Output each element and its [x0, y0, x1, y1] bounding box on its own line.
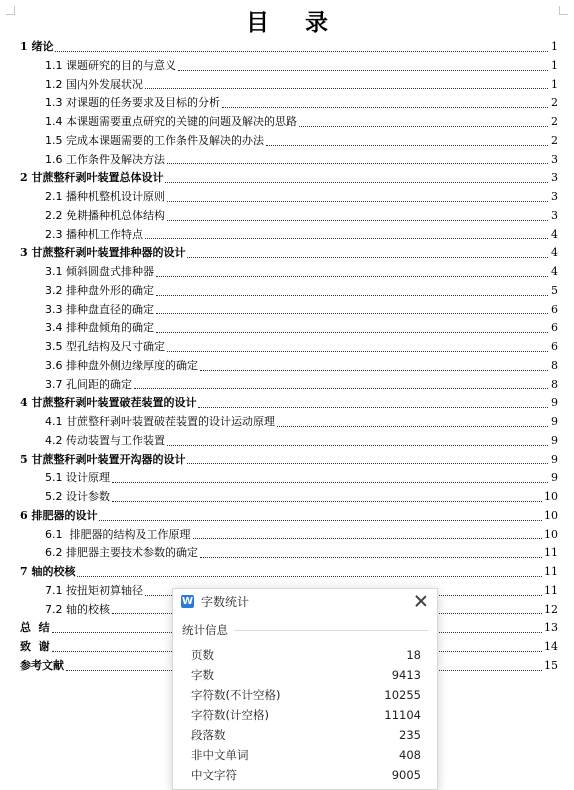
toc-leader-dots [145, 237, 548, 239]
toc-entry-label: 3 甘蔗整秆剥叶装置排种器的设计 [20, 246, 186, 260]
stat-label: 字符数(不计空格) [191, 688, 281, 702]
toc-entry-page: 6 [551, 302, 558, 316]
toc-entry[interactable] [20, 226, 558, 245]
toc-entry[interactable] [20, 188, 558, 207]
toc-leader-dots [77, 575, 542, 577]
toc-entry-page: 14 [544, 640, 558, 653]
toc-leader-dots [198, 406, 548, 408]
toc-entry[interactable] [20, 57, 558, 76]
toc-entry-page: 9 [551, 471, 558, 485]
toc-entry[interactable] [20, 263, 558, 282]
stat-row [191, 685, 421, 705]
stat-row [191, 645, 421, 665]
toc-entry-page: 2 [551, 115, 558, 128]
stats-list [191, 645, 421, 785]
toc-entry-page: 5 [551, 283, 558, 297]
toc-entry[interactable] [20, 376, 558, 395]
table-of-contents [20, 38, 558, 676]
dialog-title: 字数统计 [201, 595, 250, 609]
stat-label: 页数 [191, 648, 214, 662]
toc-leader-dots [193, 537, 543, 539]
toc-leader-dots [167, 444, 548, 446]
toc-leader-dots [156, 312, 548, 314]
toc-entry[interactable] [20, 357, 558, 376]
toc-leader-dots [156, 275, 548, 277]
toc-entry-page: 10 [544, 508, 558, 522]
stat-value: 11104 [384, 708, 421, 722]
toc-entry-page: 4 [551, 227, 558, 241]
toc-entry-label: 3.3 排种盘直径的确定 [45, 302, 154, 316]
toc-entry[interactable] [20, 544, 558, 563]
toc-entry-label: 3.2 排种盘外形的确定 [45, 283, 154, 297]
toc-entry-label: 参考文献 [20, 658, 64, 672]
toc-entry-label: 1.1 课题研究的目的与意义 [45, 58, 176, 72]
toc-leader-dots [187, 256, 548, 258]
toc-entry-label: 1.5 完成本课题需要的工作条件及解决的办法 [45, 133, 264, 147]
toc-entry-page: 3 [551, 171, 558, 185]
toc-entry-label: 4.2 传动装置与工作装置 [45, 433, 165, 447]
stat-label: 非中文单词 [191, 748, 249, 762]
toc-entry-label: 4 甘蔗整秆剥叶装置破茬装置的设计 [20, 396, 197, 410]
toc-entry-page: 3 [551, 190, 558, 203]
toc-leader-dots [299, 125, 548, 127]
toc-entry[interactable] [20, 469, 558, 488]
toc-leader-dots [145, 87, 548, 89]
toc-entry-label: 1.4 本课题需要重点研究的关键的问题及解决的思路 [45, 115, 297, 128]
section-divider [234, 630, 428, 631]
toc-entry-page: 11 [544, 583, 558, 597]
toc-entry[interactable] [20, 282, 558, 301]
toc-entry[interactable] [20, 113, 558, 132]
stat-row [191, 765, 421, 785]
toc-entry[interactable] [20, 94, 558, 113]
toc-entry-page: 12 [544, 602, 558, 616]
toc-entry-label: 6 排肥器的设计 [20, 508, 98, 522]
toc-entry-label: 3.5 型孔结构及尺寸确定 [45, 340, 165, 353]
toc-entry[interactable] [20, 413, 558, 432]
toc-entry[interactable] [20, 394, 558, 413]
toc-entry-label: 2.1 播种机整机设计原则 [45, 190, 165, 203]
toc-leader-dots [55, 50, 548, 52]
toc-entry-label: 3.1 倾斜圆盘式排种器 [45, 265, 154, 278]
stat-label: 段落数 [191, 728, 226, 742]
stat-label: 中文字符 [191, 768, 237, 782]
toc-entry-label: 1.2 国内外发展状况 [45, 77, 143, 91]
toc-entry-label: 致 谢 [20, 640, 50, 653]
toc-entry-page: 1 [551, 77, 558, 91]
toc-leader-dots [200, 556, 542, 558]
toc-entry-page: 9 [551, 433, 558, 447]
toc-entry-page: 8 [551, 377, 558, 391]
toc-entry-page: 9 [551, 396, 558, 410]
toc-entry[interactable] [20, 132, 558, 151]
toc-entry-label: 2.3 播种机工作特点 [45, 227, 143, 241]
toc-entry[interactable] [20, 76, 558, 95]
wps-writer-icon: W [181, 596, 194, 607]
stats-section-header [182, 622, 428, 638]
toc-leader-dots [167, 162, 548, 164]
toc-entry[interactable] [20, 207, 558, 226]
page-title: 目 录 [245, 9, 342, 36]
stat-row [191, 665, 421, 685]
toc-entry-page: 4 [551, 246, 558, 260]
toc-entry-page: 6 [551, 340, 558, 353]
stat-value: 10255 [384, 688, 421, 702]
stat-value: 408 [399, 748, 421, 762]
toc-entry-label: 总 结 [20, 621, 50, 635]
toc-entry-page: 11 [544, 546, 558, 560]
toc-leader-dots [156, 294, 548, 296]
toc-entry-page: 3 [551, 152, 558, 166]
toc-entry-page: 4 [551, 265, 558, 278]
stat-row [191, 725, 421, 745]
toc-entry-label: 7.2 轴的校核 [45, 602, 110, 616]
toc-entry-label: 4.1 甘蔗整秆剥叶装置破茬装置的设计运动原理 [45, 415, 275, 428]
toc-entry[interactable] [20, 507, 558, 526]
toc-leader-dots [167, 200, 548, 202]
stat-label: 字符数(计空格) [191, 708, 269, 722]
toc-leader-dots [178, 69, 548, 71]
word-count-dialog [172, 588, 438, 790]
toc-leader-dots [167, 350, 548, 352]
toc-entry[interactable] [20, 319, 558, 338]
toc-entry-page: 15 [544, 658, 558, 672]
toc-leader-dots [112, 481, 548, 483]
stat-row [191, 745, 421, 765]
toc-entry[interactable] [20, 563, 558, 582]
toc-entry-label: 3.6 排种盘外侧边缘厚度的确定 [45, 358, 198, 372]
toc-entry-label: 6.2 排肥器主要技术参数的确定 [45, 546, 198, 560]
toc-entry[interactable] [20, 526, 558, 545]
toc-entry[interactable] [20, 244, 558, 263]
toc-leader-dots [165, 181, 548, 183]
toc-entry-page: 13 [544, 621, 558, 635]
toc-entry-label: 1.6 工作条件及解决方法 [45, 152, 165, 166]
toc-leader-dots [200, 369, 548, 371]
toc-leader-dots [167, 219, 548, 221]
toc-leader-dots [134, 387, 548, 389]
close-icon[interactable] [413, 593, 429, 609]
toc-entry-page: 2 [551, 96, 558, 110]
toc-entry-page: 1 [551, 58, 558, 72]
toc-entry-page: 1 [551, 40, 558, 53]
toc-entry[interactable] [20, 432, 558, 451]
toc-entry-label: 3.7 孔间距的确定 [45, 377, 132, 391]
toc-entry-page: 3 [551, 208, 558, 222]
toc-entry[interactable] [20, 301, 558, 320]
toc-entry-page: 10 [544, 527, 558, 541]
toc-entry[interactable] [20, 451, 558, 470]
toc-entry-label: 5 甘蔗整秆剥叶装置开沟器的设计 [20, 452, 186, 466]
stat-row [191, 705, 421, 725]
toc-entry-page: 2 [551, 133, 558, 147]
toc-entry-page: 9 [551, 452, 558, 466]
stat-value: 9005 [391, 768, 421, 782]
toc-entry[interactable] [20, 169, 558, 188]
toc-leader-dots [112, 500, 542, 502]
toc-entry[interactable] [20, 151, 558, 170]
toc-leader-dots [277, 425, 548, 427]
toc-entry-label: 1 绪论 [20, 40, 54, 53]
stats-section-label: 统计信息 [182, 623, 228, 637]
toc-entry[interactable] [20, 488, 558, 507]
toc-entry-page: 11 [544, 565, 558, 578]
toc-entry-label: 7.1 按扭矩初算轴径 [45, 583, 143, 597]
stat-label: 字数 [191, 668, 214, 682]
toc-leader-dots [187, 462, 548, 464]
toc-entry-label: 5.1 设计原理 [45, 471, 110, 485]
toc-entry-label: 3.4 排种盘倾角的确定 [45, 321, 154, 335]
stat-value: 235 [399, 728, 421, 742]
toc-leader-dots [99, 519, 542, 521]
toc-entry-page: 9 [551, 415, 558, 428]
toc-entry-label: 7 轴的校核 [20, 565, 76, 578]
stat-value: 18 [406, 648, 421, 662]
toc-entry-label: 2 甘蔗整秆剥叶装置总体设计 [20, 171, 164, 185]
dialog-header [173, 589, 437, 615]
toc-entry-label: 5.2 设计参数 [45, 490, 110, 503]
toc-entry-label: 2.2 免耕播种机总体结构 [45, 208, 165, 222]
toc-entry[interactable] [20, 38, 558, 57]
toc-leader-dots [156, 331, 548, 333]
toc-entry-label: 6.1 排肥器的结构及工作原理 [45, 527, 191, 541]
toc-entry-label: 1.3 对课题的任务要求及目标的分析 [45, 96, 220, 110]
stat-value: 9413 [391, 668, 421, 682]
toc-leader-dots [222, 106, 548, 108]
toc-entry-page: 6 [551, 321, 558, 335]
toc-leader-dots [266, 144, 548, 146]
toc-entry[interactable] [20, 338, 558, 357]
toc-entry-page: 8 [551, 358, 558, 372]
toc-entry-page: 10 [544, 490, 558, 503]
